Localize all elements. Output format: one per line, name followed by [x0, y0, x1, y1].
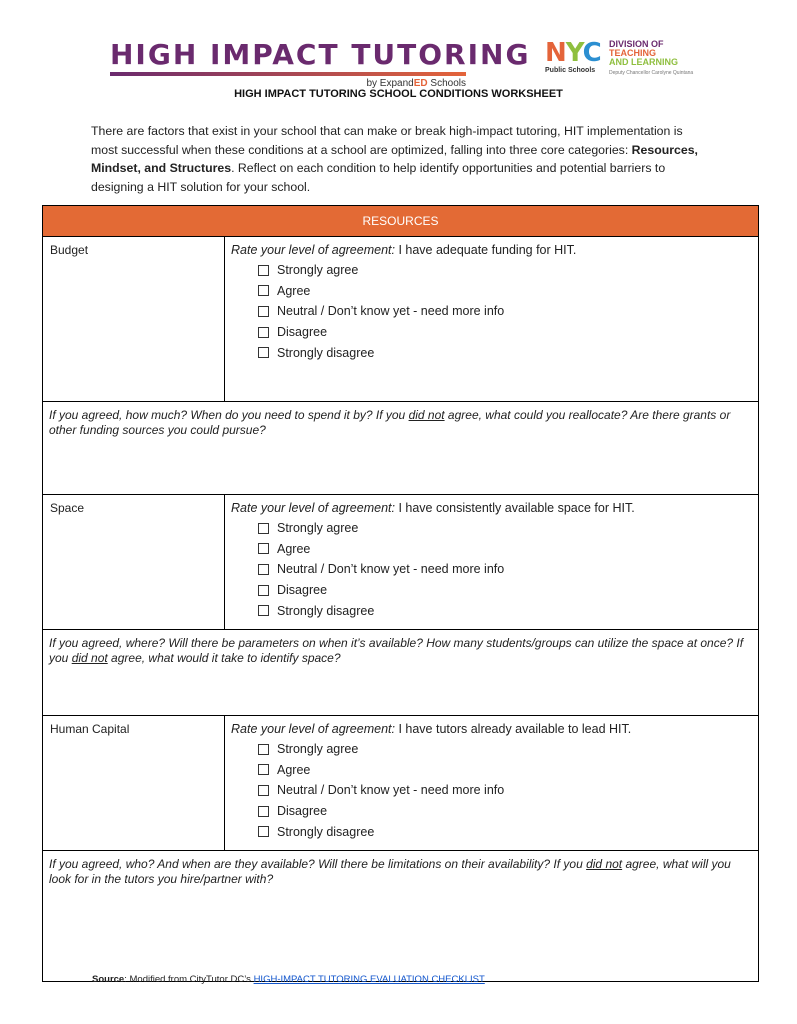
checkbox[interactable]	[258, 347, 269, 358]
checkbox[interactable]	[258, 327, 269, 338]
checkbox[interactable]	[258, 744, 269, 755]
reflect-text-a: If you agreed, how much? When do you need to spend it by? If you	[49, 408, 409, 422]
rating-options	[231, 518, 752, 621]
rating-cell	[225, 716, 758, 850]
checkbox[interactable]	[258, 585, 269, 596]
reflect-text-a: If you agreed, who? And when are they available? Will there be limitations on their availability? If you	[49, 857, 587, 871]
nyc-public-schools: Public Schools	[545, 67, 596, 74]
nyc-doe-logo	[545, 40, 695, 80]
prompt-lead: Rate your level of agreement:	[231, 243, 395, 257]
condition-label: Budget	[43, 237, 225, 401]
option-neutral[interactable]	[258, 780, 752, 801]
option-disagree[interactable]	[258, 580, 752, 601]
option-label: Strongly disagree	[277, 345, 375, 360]
checklist-link[interactable]: HIGH-IMPACT TUTORING EVALUATION CHECKLIST	[253, 974, 485, 985]
logo-wordmark: HIGH IMPACT TUTORING	[110, 38, 531, 71]
checkbox[interactable]	[258, 785, 269, 796]
checkbox[interactable]	[258, 605, 269, 616]
logo-underline	[110, 72, 466, 76]
prompt-statement: I have consistently available space for HIT.	[394, 501, 635, 515]
nyc-division-text	[609, 40, 693, 78]
checkbox[interactable]	[258, 265, 269, 276]
prompt-statement: I have tutors already available to lead HIT.	[394, 722, 632, 736]
option-agree[interactable]	[258, 760, 752, 781]
nyc-n: N	[545, 38, 566, 68]
option-disagree[interactable]	[258, 801, 752, 822]
resources-table	[42, 205, 759, 982]
reflect-text-b: agree, what will you look for in the tutors you hire/partner with?	[49, 857, 731, 886]
nyc-line1: DIVISION OF	[609, 39, 664, 49]
option-agree[interactable]	[258, 539, 752, 560]
rating-prompt	[231, 501, 752, 515]
option-strongly-agree[interactable]	[258, 739, 752, 760]
intro-paragraph	[91, 122, 711, 196]
intro-bold: Resources, Mindset, and Structures	[91, 142, 698, 175]
document-title: HIGH IMPACT TUTORING SCHOOL CONDITIONS WORKSHEET	[234, 88, 563, 100]
option-label: Agree	[277, 541, 311, 556]
option-strongly-agree[interactable]	[258, 518, 752, 539]
option-label: Disagree	[277, 583, 328, 598]
checkbox[interactable]	[258, 285, 269, 296]
intro-text: There are factors that exist in your school that can make or break high-impact tutoring, HIT implementation is most successful when these conditions at a school are optimized, falling into three core categories:	[91, 124, 683, 157]
option-label: Strongly agree	[277, 742, 359, 757]
prompt-statement: I have adequate funding for HIT.	[394, 243, 577, 257]
nyc-c: C	[582, 38, 601, 68]
checkbox[interactable]	[258, 764, 269, 775]
option-agree[interactable]	[258, 281, 752, 302]
intro-tail: . Reflect on each condition to help identify opportunities and potential barriers to designing a HIT solution for your school.	[91, 161, 666, 194]
option-label: Disagree	[277, 325, 328, 340]
rating-prompt	[231, 722, 752, 736]
option-label: Strongly agree	[277, 263, 359, 278]
checkbox[interactable]	[258, 523, 269, 534]
prompt-lead: Rate your level of agreement:	[231, 722, 395, 736]
source-label: Source	[92, 974, 125, 985]
rating-options	[231, 260, 752, 363]
reflection-human-capital[interactable]	[43, 851, 758, 981]
option-strongly-agree[interactable]	[258, 260, 752, 281]
option-label: Disagree	[277, 804, 328, 819]
section-header: RESOURCES	[43, 206, 758, 237]
nyc-line4: Deputy Chancellor Carolyne Quintana	[609, 70, 694, 76]
option-neutral[interactable]	[258, 559, 752, 580]
option-neutral[interactable]	[258, 301, 752, 322]
option-label: Neutral / Don’t know yet - need more info	[277, 562, 505, 577]
condition-label: Space	[43, 495, 225, 629]
nyc-y: Y	[565, 38, 583, 68]
option-label: Agree	[277, 283, 311, 298]
reflection-budget[interactable]	[43, 402, 758, 495]
reflect-underlined: did not	[71, 651, 108, 665]
condition-row-human-capital	[43, 716, 758, 851]
checkbox[interactable]	[258, 806, 269, 817]
rating-options	[231, 739, 752, 842]
option-label: Strongly disagree	[277, 824, 375, 839]
reflect-underlined: did not	[586, 857, 623, 871]
rating-prompt	[231, 243, 752, 257]
condition-row-budget	[43, 237, 758, 402]
option-label: Strongly disagree	[277, 603, 375, 618]
checkbox[interactable]	[258, 826, 269, 837]
nyc-line2: TEACHING	[609, 48, 656, 58]
reflect-underlined: did not	[408, 408, 445, 422]
source-footer	[92, 974, 485, 985]
byline-ed: ED	[413, 78, 428, 89]
prompt-lead: Rate your level of agreement:	[231, 501, 395, 515]
option-label: Neutral / Don’t know yet - need more info	[277, 304, 505, 319]
nyc-letters	[545, 40, 601, 66]
option-strongly-disagree[interactable]	[258, 342, 752, 363]
byline-prefix: by Expand	[366, 78, 414, 89]
byline-suffix: Schools	[427, 78, 466, 89]
source-text: : Modified from CityTutor DC’s	[124, 974, 254, 985]
reflect-text-a: If you agreed, where? Will there be parameters on when it’s available? How many students/groups can utilize the space at once? If you	[49, 636, 744, 665]
condition-label: Human Capital	[43, 716, 225, 850]
nyc-line3: AND LEARNING	[609, 57, 678, 67]
option-label: Neutral / Don’t know yet - need more info	[277, 783, 505, 798]
reflect-text-b: agree, what could you reallocate? Are there grants or other funding sources you could pursue?	[49, 408, 731, 437]
rating-cell	[225, 237, 758, 401]
reflect-text-b: agree, what would it take to identify space?	[107, 651, 341, 665]
option-strongly-disagree[interactable]	[258, 600, 752, 621]
option-label: Strongly agree	[277, 521, 359, 536]
condition-row-space	[43, 495, 758, 630]
checkbox[interactable]	[258, 306, 269, 317]
checkbox[interactable]	[258, 543, 269, 554]
reflection-space[interactable]	[43, 630, 758, 716]
option-label: Agree	[277, 762, 311, 777]
rating-cell	[225, 495, 758, 629]
option-strongly-disagree[interactable]	[258, 821, 752, 842]
option-disagree[interactable]	[258, 322, 752, 343]
checkbox[interactable]	[258, 564, 269, 575]
high-impact-tutoring-logo	[110, 38, 530, 89]
